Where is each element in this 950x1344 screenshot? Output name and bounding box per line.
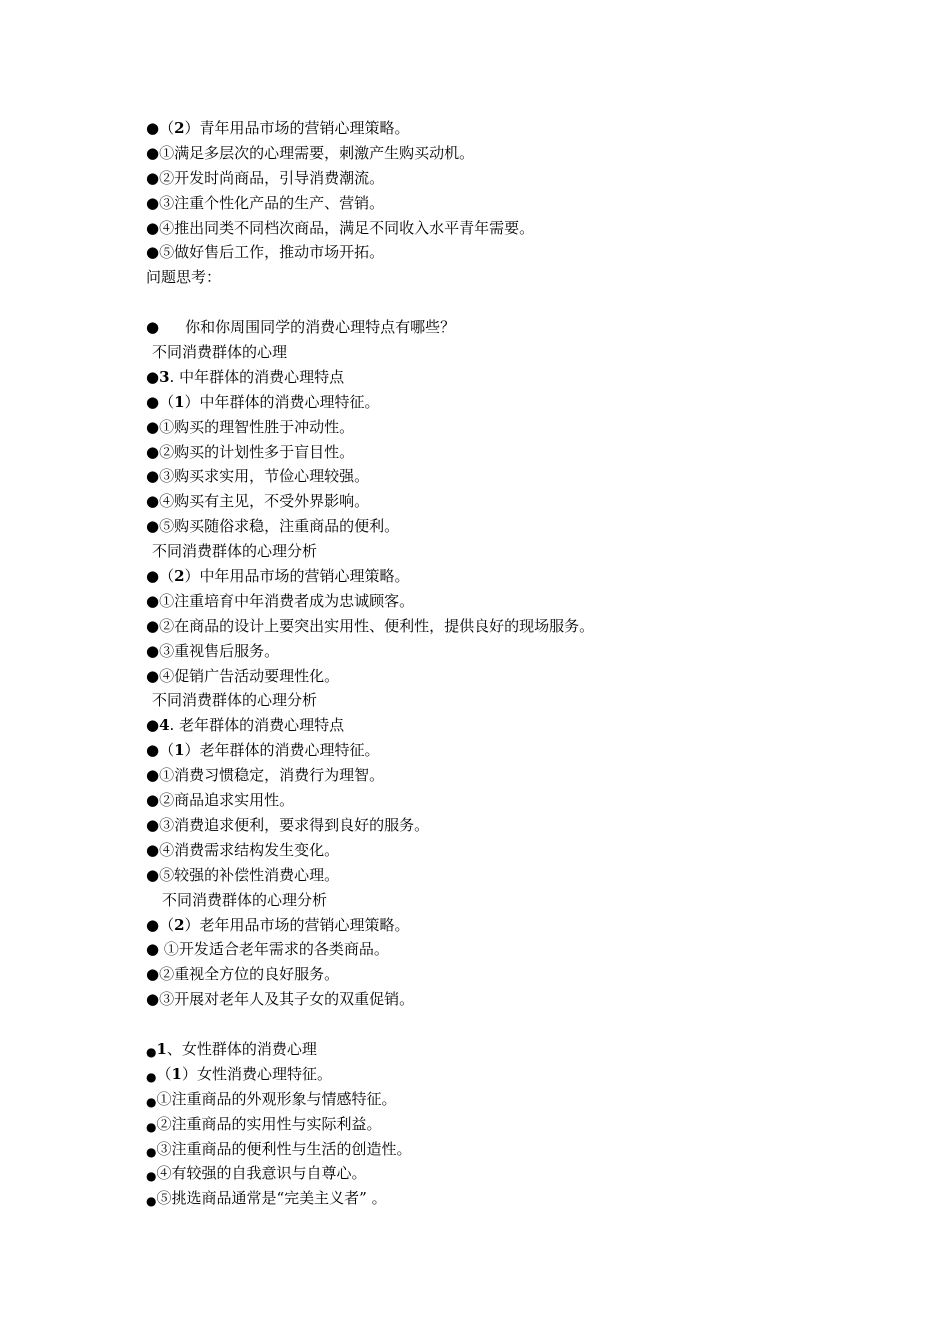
bullet: ●	[146, 467, 160, 486]
list-item: ●③重视售后服务。	[146, 641, 280, 660]
list-item: ●3. 中年群体的消费心理特点	[146, 367, 345, 386]
list-item: ●④促销广告活动要理性化。	[146, 666, 340, 685]
bullet: ●	[146, 865, 160, 884]
bullet: ●	[146, 666, 160, 685]
section-heading: 不同消费群体的心理分析	[152, 542, 318, 561]
list-item: ●（2）老年用品市场的营销心理策略。	[146, 915, 410, 934]
bullet: ●	[146, 641, 160, 660]
list-item: ●①消费习惯稳定，消费行为理智。	[146, 766, 385, 785]
list-item: ●②重视全方位的良好服务。	[146, 965, 340, 984]
list-item: ● ①开发适合老年需求的各类商品。	[146, 940, 389, 959]
list-item: ●④推出同类不同档次商品，满足不同收入水平青年需要。	[146, 218, 535, 237]
document-body	[146, 116, 906, 1211]
bullet: ●	[146, 392, 160, 411]
list-item: ●（1）中年群体的消费心理特征。	[146, 392, 380, 411]
bullet: ●	[146, 218, 160, 237]
bullet: ●	[146, 815, 160, 834]
bullet: ●	[146, 716, 160, 735]
blank-line	[146, 290, 906, 315]
bullet: ●	[146, 143, 160, 162]
bullet: ●	[146, 1094, 157, 1109]
bullet: ●	[146, 442, 160, 461]
bullet: ●	[146, 1144, 157, 1159]
list-item: ●（1）女性消费心理特征。	[146, 1064, 332, 1084]
list-item: ●①满足多层次的心理需要，刺激产生购买动机。	[146, 143, 475, 162]
bullet: ●	[146, 1119, 157, 1134]
list-item: ●③消费追求便利，要求得到良好的服务。	[146, 815, 430, 834]
bullet: ●	[146, 417, 160, 436]
bullet: ●	[146, 840, 160, 859]
bullet: ●	[146, 318, 160, 337]
list-item: ●②注重商品的实用性与实际利益。	[146, 1114, 382, 1134]
list-item: ●③注重个性化产品的生产、营销。	[146, 193, 385, 212]
blank-line	[146, 1012, 906, 1037]
list-item: ●4. 老年群体的消费心理特点	[146, 716, 345, 735]
bullet: ●	[146, 791, 160, 810]
list-item: ●②购买的计划性多于盲目性。	[146, 442, 355, 461]
bullet: ●	[146, 492, 160, 511]
bullet: ●	[146, 243, 160, 262]
section-label: 问题思考：	[146, 268, 222, 287]
bullet: ●	[146, 965, 160, 984]
list-item: ●①购买的理智性胜于冲动性。	[146, 417, 355, 436]
bullet: ●	[146, 766, 160, 785]
bullet: ●	[146, 1169, 157, 1184]
bullet: ●	[146, 1044, 157, 1059]
list-item: ●④消费需求结构发生变化。	[146, 840, 340, 859]
bullet: ●	[146, 940, 160, 959]
bullet: ●	[146, 616, 160, 635]
bullet: ●	[146, 168, 160, 187]
bullet: ●	[146, 1069, 157, 1084]
list-item: ●④购买有主见，不受外界影响。	[146, 492, 370, 511]
bullet: ●	[146, 193, 160, 212]
section-heading: 不同消费群体的心理分析	[152, 691, 318, 710]
bullet: ●	[146, 119, 160, 137]
section-heading: 不同消费群体的心理分析	[162, 890, 328, 909]
bullet: ●	[146, 517, 160, 536]
bullet: ●	[146, 367, 160, 386]
list-item: ●②开发时尚商品，引导消费潮流。	[146, 168, 385, 187]
question-item: ● 你和你周围同学的消费心理特点有哪些？	[146, 318, 456, 337]
bullet: ●	[146, 741, 160, 760]
list-item: ●⑤做好售后工作，推动市场开拓。	[146, 243, 385, 262]
list-item: ●③注重商品的便利性与生活的创造性。	[146, 1139, 412, 1159]
bullet: ●	[146, 990, 160, 1009]
list-item: ●①注重培育中年消费者成为忠诚顾客。	[146, 591, 415, 610]
list-item: ●①注重商品的外观形象与情感特征。	[146, 1089, 397, 1109]
list-item: ●（1）老年群体的消费心理特征。	[146, 741, 380, 760]
section-heading: 不同消费群体的心理	[152, 343, 288, 362]
list-item: ●（2）中年用品市场的营销心理策略。	[146, 567, 410, 586]
list-item: ●⑤购买随俗求稳，注重商品的便利。	[146, 517, 400, 536]
list-item: ●④有较强的自我意识与自尊心。	[146, 1164, 367, 1184]
list-item: ●1、女性群体的消费心理	[146, 1039, 317, 1059]
list-item: ●③开展对老年人及其子女的双重促销。	[146, 990, 415, 1009]
list-item: ●⑤较强的补偿性消费心理。	[146, 865, 340, 884]
list-item: ●③购买求实用，节俭心理较强。	[146, 467, 370, 486]
bullet: ●	[146, 567, 160, 586]
bullet: ●	[146, 591, 160, 610]
list-item: ●（2）青年用品市场的营销心理策略。	[146, 119, 410, 137]
bullet: ●	[146, 1194, 157, 1209]
list-item: ●②在商品的设计上要突出实用性、便利性，提供良好的现场服务。	[146, 616, 595, 635]
list-item: ●②商品追求实用性。	[146, 791, 295, 810]
bullet: ●	[146, 915, 160, 934]
list-item: ●⑤挑选商品通常是“完美主义者” 。	[146, 1189, 387, 1209]
